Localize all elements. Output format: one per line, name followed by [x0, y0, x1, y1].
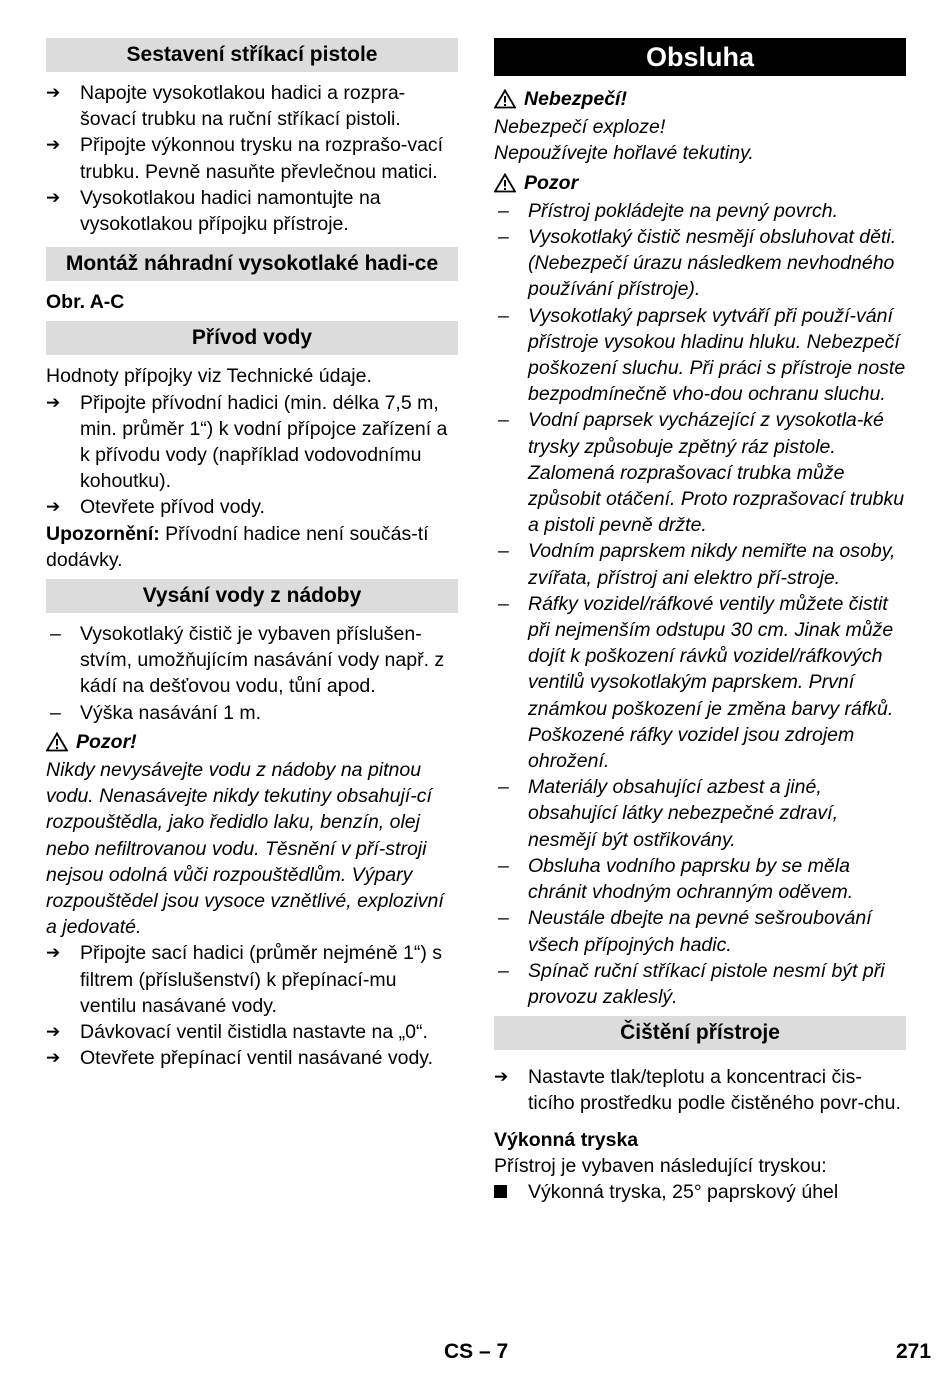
warning-triangle-icon [46, 732, 68, 752]
dash-bullet: – [50, 701, 61, 724]
section-label: CS – 7 [444, 1340, 509, 1363]
warning-triangle-icon [494, 89, 516, 109]
dash-bullet: – [498, 199, 509, 222]
caution-text: Nikdy nevysávejte vodu z nádoby na pitnou vodu. Nenasávejte nikdy tekutiny obsahují-cí rozpouštědla, jako ředidlo laku, benzín, olej nebo nefiltrovanou vodu. Těsnění v pří-stroji nejsou odolná vůči rozpouštědlům. Výpary rozpouštědel jsou vysoce vznětlivé, explozivní a jedovaté. [46, 759, 444, 939]
left-column [46, 38, 458, 1072]
list-item: ➔ Napojte vysokotlakou hadici a rozpra-šovací trubku na ruční stříkací pistoli. [46, 82, 406, 131]
list-item: Výkonná tryska, 25° paprskový úhel [494, 1179, 906, 1205]
heading-suction: Vysání vody z nádoby [46, 579, 458, 613]
danger-line: Nebezpečí exploze! [494, 116, 666, 139]
list-item: – Přístroj pokládejte na pevný povrch. [494, 198, 906, 224]
list-item: – Ráfky vozidel/ráfkové ventily můžete čistit při nejmenším odstupu 30 cm. Jinak může dojít k poškození rávků vozidel/ráfkových ventilů vysokotlakým paprskem. První známkou poškození je změna barvy ráfků. Poškozené ráfky vozidel jsou zdrojem ohrožení. [498, 592, 894, 773]
arrow-right-icon: ➔ [46, 943, 61, 963]
square-bullet-icon [494, 1185, 507, 1198]
list-item: – Materiály obsahující azbest a jiné, obsahující látky nebezpečné zdraví, nesmějí být ostřikovány. [498, 776, 839, 851]
danger-heading: Nebezpečí! [494, 86, 906, 112]
list-item: ➔ Otevřete přepínací ventil nasávané vody. [46, 1045, 458, 1071]
list-item: – Neustále dbejte na pevné sešroubování všech přípojných hadic. [498, 907, 872, 956]
arrow-right-icon: ➔ [46, 83, 61, 102]
heading-cleaning: Čištění přístroje [494, 1016, 906, 1050]
list-item: – Vodním paprskem nikdy nemiřte na osoby, zvířata, přístroj ani elektro pří-stroje. [498, 540, 896, 589]
list-item: ➔ Dávkovací ventil čistidla nastavte na „0“. [46, 1019, 458, 1045]
list-item: ➔ Připojte sací hadici (průměr nejméně 1“) s filtrem (příslušenství) k přepínací-mu ventilu nasávané vody. [46, 942, 442, 1017]
list-item: ➔ Připojte přívodní hadici (min. délka 7,5 m, min. průměr 1“) k vodní přípojce zařízení a k přívodu vody (například vodovodnímu kohoutku). [46, 391, 448, 493]
dash-bullet: – [498, 592, 509, 615]
arrow-right-icon: ➔ [46, 1022, 61, 1042]
list-item: ➔ Nastavte tlak/teplotu a koncentraci čis-ticího prostředku podle čistěného povr-chu. [494, 1066, 901, 1115]
list-item: – Vysokotlaký paprsek vytváří při použí-vání přístroje vysokou hladinu hluku. Nebezpečí poškození sluchu. Při práci s přístroje noste bezpodmínečně vho-dou ochranu sluchu. [498, 304, 906, 406]
arrow-right-icon: ➔ [46, 1048, 61, 1068]
arrow-right-icon: ➔ [46, 135, 61, 155]
nozzle-title: Výkonná tryska [494, 1128, 639, 1151]
caution-heading: Pozor! [46, 729, 458, 755]
list-item: – Vysokotlaký čistič je vybaven příslušen-stvím, umožňujícím nasávání vody např. z kádí na dešťovou vodu, tůní apod. [50, 623, 445, 698]
list-item: – Výška nasávání 1 m. [46, 700, 458, 726]
list-item: – Vodní paprsek vycházející z vysokotla-ké trysky způsobuje zpětný ráz pistole. Zalomená rozprašovací trubka může způsobit otáčení. Proto rozprašovací trubku a pistoli pevně držte. [498, 409, 905, 537]
dash-bullet: – [498, 540, 509, 563]
arrow-right-icon: ➔ [46, 497, 61, 517]
dash-bullet: – [498, 854, 509, 877]
water-intro: Hodnoty přípojky viz Technické údaje. [46, 365, 372, 388]
list-item: ➔ Připojte výkonnou trysku na rozprašo-vací trubku. Pevně nasuňte převlečnou matici. [46, 134, 444, 183]
list-item: ➔ Vysokotlakou hadici namontujte na vysokotlakou přípojku přístroje. [46, 186, 381, 236]
heading-assembly: Sestavení stříkací pistole [46, 38, 458, 72]
arrow-right-icon: ➔ [46, 187, 61, 207]
dash-bullet: – [498, 304, 509, 327]
heading-water-supply: Přívod vody [46, 321, 458, 355]
heading-hose-replacement: Montáž náhradní vysokotlaké hadi-ce [46, 247, 458, 281]
dash-bullet: – [498, 409, 509, 432]
arrow-right-icon: ➔ [46, 392, 61, 412]
list-item: – Obsluha vodního paprsku by se měla chránit vhodným ochranným oděvem. [498, 854, 854, 904]
note: Upozornění: Přívodní hadice není součás-tí dodávky. [46, 522, 429, 571]
right-column [494, 38, 906, 1205]
dash-bullet: – [50, 623, 61, 646]
list-item: – Vysokotlaký čistič nesmějí obsluhovat děti. (Nebezpečí úrazu následkem nevhodného používání přístroje). [498, 226, 897, 301]
arrow-right-icon: ➔ [494, 1067, 509, 1087]
caution-heading: Pozor [494, 170, 906, 196]
figure-reference: Obr. A-C [46, 291, 125, 314]
heading-operation: Obsluha [494, 38, 906, 76]
dash-bullet: – [498, 226, 509, 249]
page-number: 271 [896, 1340, 932, 1363]
dash-bullet: – [498, 776, 509, 799]
danger-line: Nepoužívejte hořlavé tekutiny. [494, 142, 754, 165]
dash-bullet: – [498, 959, 509, 982]
warning-triangle-icon [494, 173, 516, 193]
dash-bullet: – [498, 907, 509, 930]
list-item: – Spínač ruční stříkací pistole nesmí být při provozu zakleslý. [498, 959, 885, 1008]
nozzle-intro: Přístroj je vybaven následující tryskou: [494, 1154, 827, 1177]
list-item: ➔ Otevřete přívod vody. [46, 494, 458, 520]
